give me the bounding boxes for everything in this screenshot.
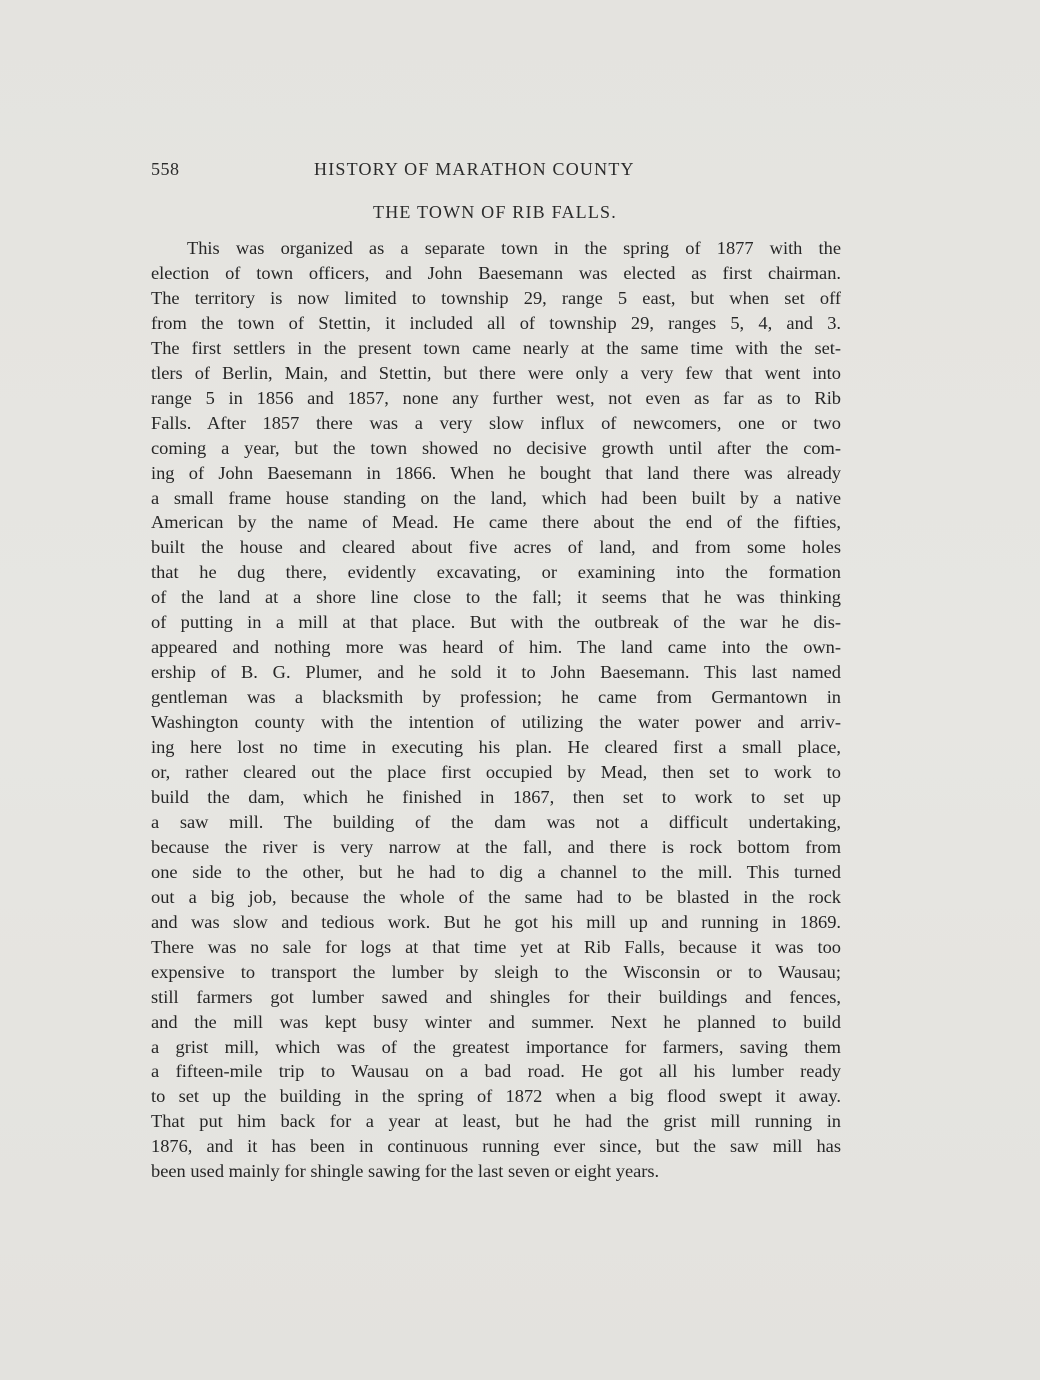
text-line: ing here lost no time in executing his plan. He cleared first a small place, (151, 737, 841, 758)
section-title: THE TOWN OF RIB FALLS. (373, 202, 617, 222)
text-line: built the house and cleared about five acres of land, and from some holes (151, 537, 841, 558)
running-head: HISTORY OF MARATHON COUNTY (314, 159, 635, 179)
text-line: of putting in a mill at that place. But with the outbreak of the war he dis- (151, 612, 841, 633)
text-line: of the land at a shore line close to the fall; it seems that he was thinking (151, 587, 841, 608)
page-number: 558 (151, 159, 180, 179)
text-line: a grist mill, which was of the greatest importance for farmers, saving them (151, 1036, 841, 1057)
text-line: ership of B. G. Plumer, and he sold it to John Baesemann. This last named (151, 662, 841, 683)
text-line: range 5 in 1856 and 1857, none any further west, not even as far as to Rib (151, 387, 841, 408)
text-line: ing of John Baesemann in 1866. When he bought that land there was already (151, 462, 841, 483)
text-line: gentleman was a blacksmith by profession; he came from Germantown in (151, 687, 841, 708)
text-line: been used mainly for shingle sawing for the last seven or eight years. (151, 1161, 660, 1182)
text-line: a saw mill. The building of the dam was not a difficult undertaking, (151, 811, 841, 832)
text-line: The first settlers in the present town came nearly at the same time with the set- (151, 337, 841, 358)
page-header (151, 159, 839, 185)
text-line: That put him back for a year at least, but he had the grist mill running in (151, 1111, 841, 1132)
text-line: coming a year, but the town showed no decisive growth until after the com- (151, 437, 841, 458)
text-line: a small frame house standing on the land, which had been built by a native (151, 487, 841, 508)
text-line: still farmers got lumber sawed and shingles for their buildings and fences, (151, 986, 841, 1007)
text-line: from the town of Stettin, it included all of township 29, ranges 5, 4, and 3. (151, 312, 841, 333)
text-line: to set up the building in the spring of 1872 when a big flood swept it away. (151, 1086, 841, 1107)
text-line: election of town officers, and John Baesemann was elected as first chairman. (151, 262, 841, 283)
text-line: Washington county with the intention of utilizing the water power and arriv- (151, 712, 841, 733)
text-line: out a big job, because the whole of the same had to be blasted in the rock (151, 886, 841, 907)
text-line: tlers of Berlin, Main, and Stettin, but there were only a very few that went into (151, 362, 841, 383)
text-line: or, rather cleared out the place first occupied by Mead, then set to work to (151, 762, 841, 783)
text-line: There was no sale for logs at that time yet at Rib Falls, because it was too (151, 936, 841, 957)
text-line: that he dug there, evidently excavating, or examining into the formation (151, 562, 841, 583)
text-line: Falls. After 1857 there was a very slow influx of newcomers, one or two (151, 412, 841, 433)
text-line: expensive to transport the lumber by sleigh to the Wisconsin or to Wausau; (151, 961, 841, 982)
text-line: 1876, and it has been in continuous running ever since, but the saw mill has (151, 1136, 841, 1157)
text-line: build the dam, which he finished in 1867, then set to work to set up (151, 786, 841, 807)
text-line: This was organized as a separate town in the spring of 1877 with the (187, 238, 841, 258)
text-line: a fifteen-mile trip to Wausau on a bad road. He got all his lumber ready (151, 1061, 841, 1082)
text-line: and the mill was kept busy winter and summer. Next he planned to build (151, 1011, 841, 1032)
text-line: American by the name of Mead. He came there about the end of the fifties, (151, 512, 841, 533)
text-line: The territory is now limited to township 29, range 5 east, but when set off (151, 287, 841, 308)
text-line: one side to the other, but he had to dig a channel to the mill. This turned (151, 861, 841, 882)
text-line: appeared and nothing more was heard of him. The land came into the own- (151, 637, 841, 658)
text-line: and was slow and tedious work. But he got his mill up and running in 1869. (151, 911, 841, 932)
body-paragraph (151, 236, 841, 1184)
text-line: because the river is very narrow at the fall, and there is rock bottom from (151, 836, 841, 857)
